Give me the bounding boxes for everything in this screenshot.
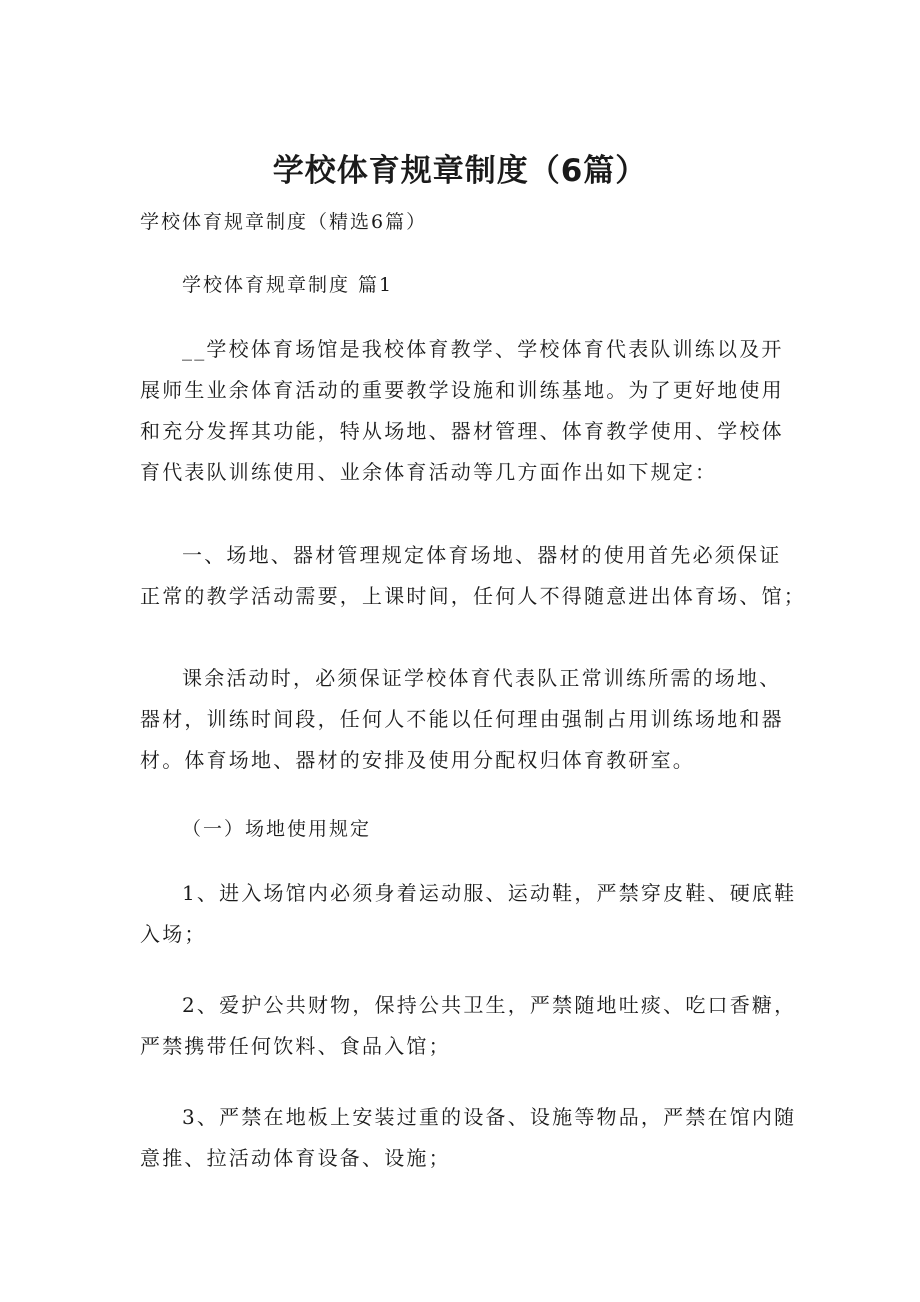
rule-item (140, 873, 800, 955)
paragraph-line: 一、场地、器材管理规定体育场地、器材的使用首先必须保证 (182, 543, 782, 567)
section-heading: 学校体育规章制度 篇1 (182, 274, 394, 296)
paragraph-intro (140, 329, 800, 493)
paragraph-line: 器材，训练时间段，任何人不能以任何理由强制占用训练场地和器 (140, 707, 784, 731)
paragraph-line: 材。体育场地、器材的安排及使用分配权归体育教研室。 (140, 748, 695, 772)
rule-line: 2、爱护公共财物，保持公共卫生，严禁随地吐痰、吃口香糖， (182, 993, 797, 1017)
paragraph-line: 展师生业余体育活动的重要教学设施和训练基地。为了更好地使用 (140, 378, 784, 402)
rule-line: 严禁携带任何饮料、食品入馆； (140, 1034, 451, 1058)
rule-line: 1、进入场馆内必须身着运动服、运动鞋，严禁穿皮鞋、硬底鞋 (182, 881, 797, 905)
rule-line: 3、严禁在地板上安装过重的设备、设施等物品，严禁在馆内随 (182, 1105, 797, 1129)
rule-line: 意推、拉活动体育设备、设施； (140, 1146, 451, 1170)
subheading-venue-rules: （一）场地使用规定 (182, 818, 372, 840)
document-title: 学校体育规章制度（6篇） (272, 153, 648, 189)
paragraph-line: __学校体育场馆是我校体育教学、学校体育代表队训练以及开 (182, 337, 784, 361)
rule-item (140, 985, 800, 1067)
paragraph-rule-one (140, 535, 806, 617)
rule-line: 入场； (140, 922, 207, 946)
paragraph-line: 课余活动时，必须保证学校体育代表队正常训练所需的场地、 (182, 666, 782, 690)
paragraph-line: 正常的教学活动需要，上课时间，任何人不得随意进出体育场、馆； (140, 584, 806, 608)
paragraph-line: 和充分发挥其功能，特从场地、器材管理、体育教学使用、学校体 (140, 419, 784, 443)
paragraph-after-school (140, 658, 800, 781)
paragraph-line: 育代表队训练使用、业余体育活动等几方面作出如下规定： (140, 460, 718, 484)
document-subtitle: 学校体育规章制度（精选6篇） (140, 211, 428, 233)
rule-item (140, 1097, 800, 1179)
